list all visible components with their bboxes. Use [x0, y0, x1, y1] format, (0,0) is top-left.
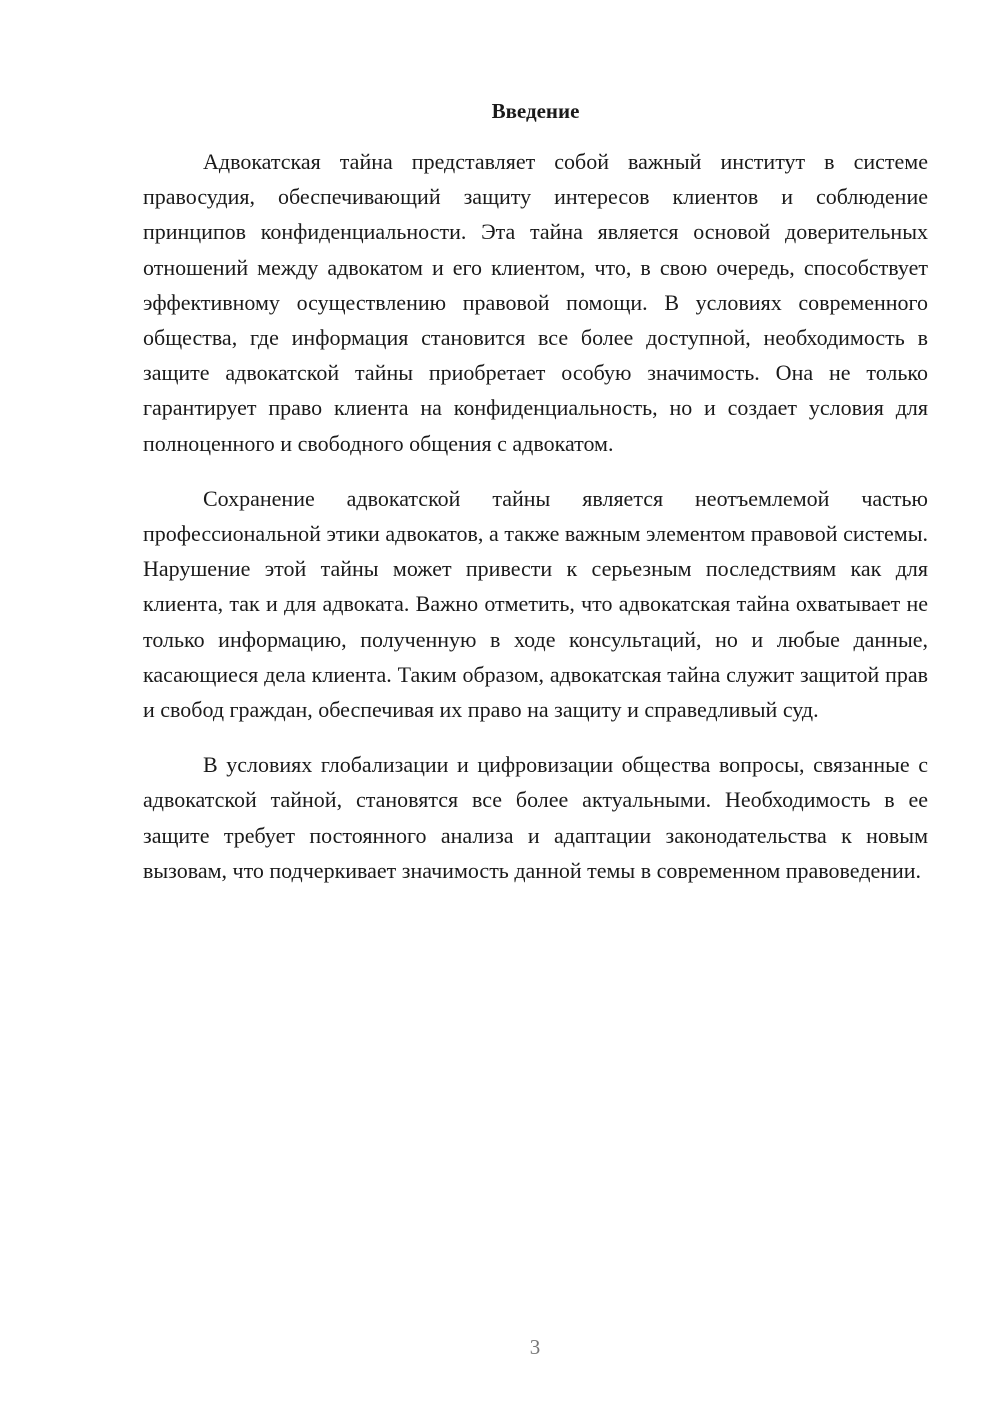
page-number: 3: [529, 1335, 541, 1359]
body-text: [143, 144, 928, 908]
paragraph-2: Сохранение адвокатской тайны является неотъемлемой частью профессиональной этики адвокатов, а также важным элементом правовой системы. Нарушение этой тайны может привести к серьезным последствиям как для клиента, так и для адвоката. Важно отметить, что адвокатская тайна охватывает не только информацию, полученную в ходе консультаций, но и любые данные, касающиеся дела клиента. Таким образом, адвокатская тайна служит защитой прав и свобод граждан, обеспечивая их право на защиту и справедливый суд.: [143, 485, 928, 723]
section-heading: Введение: [491, 99, 580, 123]
paragraph-3: В условиях глобализации и цифровизации общества вопросы, связанные с адвокатской тайной, становятся все более актуальными. Необходимость в ее защите требует постоянного анализа и адаптации законодательства к новым вызовам, что подчеркивает значимость данной темы в современном правоведении.: [143, 752, 928, 883]
paragraph-1: Адвокатская тайна представляет собой важный институт в системе правосудия, обеспечивающий защиту интересов клиентов и соблюдение принципов конфиденциальности. Эта тайна является основой доверительных отношений между адвокатом и его клиентом, что, в свою очередь, способствует эффективному осуществлению правовой помощи. В условиях современного общества, где информация становится все более доступной, необходимость в защите адвокатской тайны приобретает особую значимость. Она не только гарантирует право клиента на конфиденциальность, но и создает условия для полноценного и свободного общения с адвокатом.: [143, 149, 928, 456]
